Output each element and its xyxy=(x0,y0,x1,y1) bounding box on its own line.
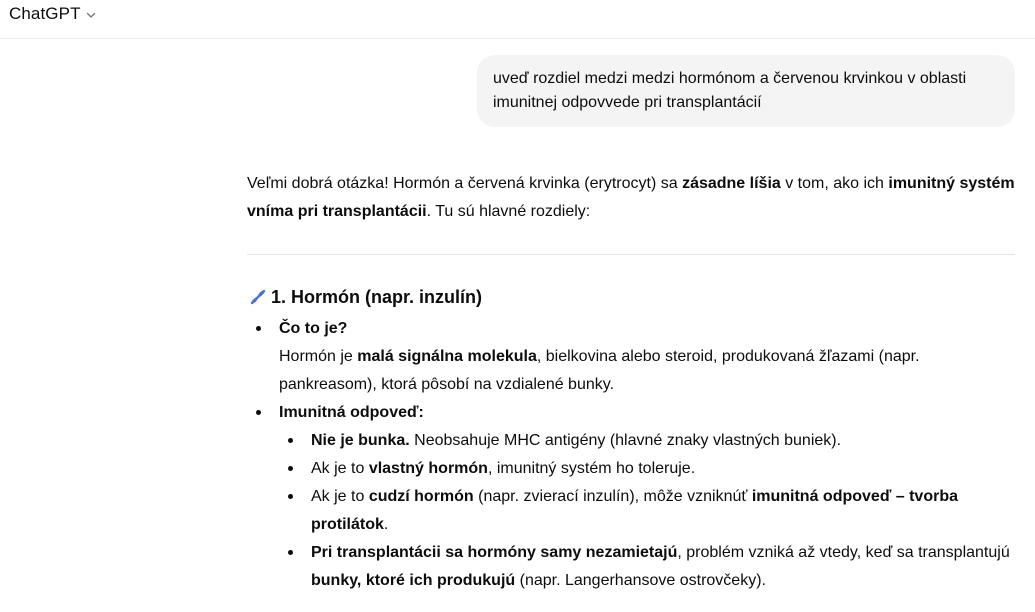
user-message-bubble xyxy=(477,55,1015,127)
bullet-text: , imunitný systém ho toleruje. xyxy=(487,460,696,477)
bullet-bold: Pri transplantácii sa hormóny samy nezamietajú xyxy=(311,544,678,561)
bullet-text: (napr. Langerhansove ostrovčeky). xyxy=(515,572,766,589)
what-label: Čo to je? xyxy=(279,320,348,337)
bullet-bold: Nie je bunka. xyxy=(311,432,410,449)
sub-list-item xyxy=(279,455,1017,483)
section-heading-text: 1. Hormón (napr. inzulín) xyxy=(271,287,482,307)
divider xyxy=(247,254,1015,255)
bullet-text: Ak je to xyxy=(311,488,369,505)
chevron-down-icon xyxy=(85,9,97,21)
what-text-part: , bielkovina alebo steroid, produkovaná žľazami (napr. pankreasom), ktorá pôsobí na vzdialené bunky. xyxy=(279,348,920,393)
model-switcher-button[interactable] xyxy=(9,2,97,26)
bullet-text: . xyxy=(383,516,389,533)
bullet-text: , problém vzniká až vtedy, keď sa transplantujú xyxy=(677,544,1010,561)
assistant-message xyxy=(247,170,1017,226)
bullet-bold: bunky, ktoré ich produkujú xyxy=(311,572,516,589)
intro-text: . Tu sú hlavné rozdiely: xyxy=(426,203,591,220)
bullet-text: Ak je to xyxy=(311,460,369,477)
intro-text: Veľmi dobrá otázka! Hormón a červená krvinka (erytrocyt) sa xyxy=(247,175,683,192)
intro-bold: zásadne líšia xyxy=(682,175,781,192)
bullet-bold: vlastný hormón xyxy=(368,460,488,477)
bullet-text: Neobsahuje MHC antigény (hlavné znaky vlastných buniek). xyxy=(409,432,842,449)
top-bar xyxy=(0,0,1035,39)
intro-bold: imunitný systém vníma pri transplantácii xyxy=(247,175,1015,220)
sub-list-item xyxy=(279,427,1017,455)
intro-text: v tom, ako ich xyxy=(780,175,889,192)
what-text-bold: malá signálna molekula xyxy=(357,348,537,365)
section-content xyxy=(247,315,1017,595)
sub-list-item xyxy=(279,539,1017,595)
user-message-text: uveď rozdiel medzi medzi hormónom a červenou krvinkou v oblasti imunitnej odpovvede pri transplantácií xyxy=(493,70,967,111)
bullet-text: (napr. zvierací inzulín), môže vzniknúť xyxy=(473,488,752,505)
immune-label: Imunitná odpoveď: xyxy=(279,404,424,421)
list-item xyxy=(247,315,1017,399)
list-item xyxy=(247,399,1017,595)
assistant-intro xyxy=(247,170,1017,226)
bullet-bold: cudzí hormón xyxy=(368,488,474,505)
dna-icon xyxy=(247,286,269,308)
sub-list xyxy=(279,427,1017,595)
section-heading xyxy=(247,284,482,310)
model-name: ChatGPT xyxy=(9,4,81,23)
what-text xyxy=(279,348,920,393)
bullet-bold: imunitná odpoveď – tvorba protilátok xyxy=(311,488,958,533)
what-text-part: Hormón je xyxy=(279,348,358,365)
sub-list-item xyxy=(279,483,1017,539)
